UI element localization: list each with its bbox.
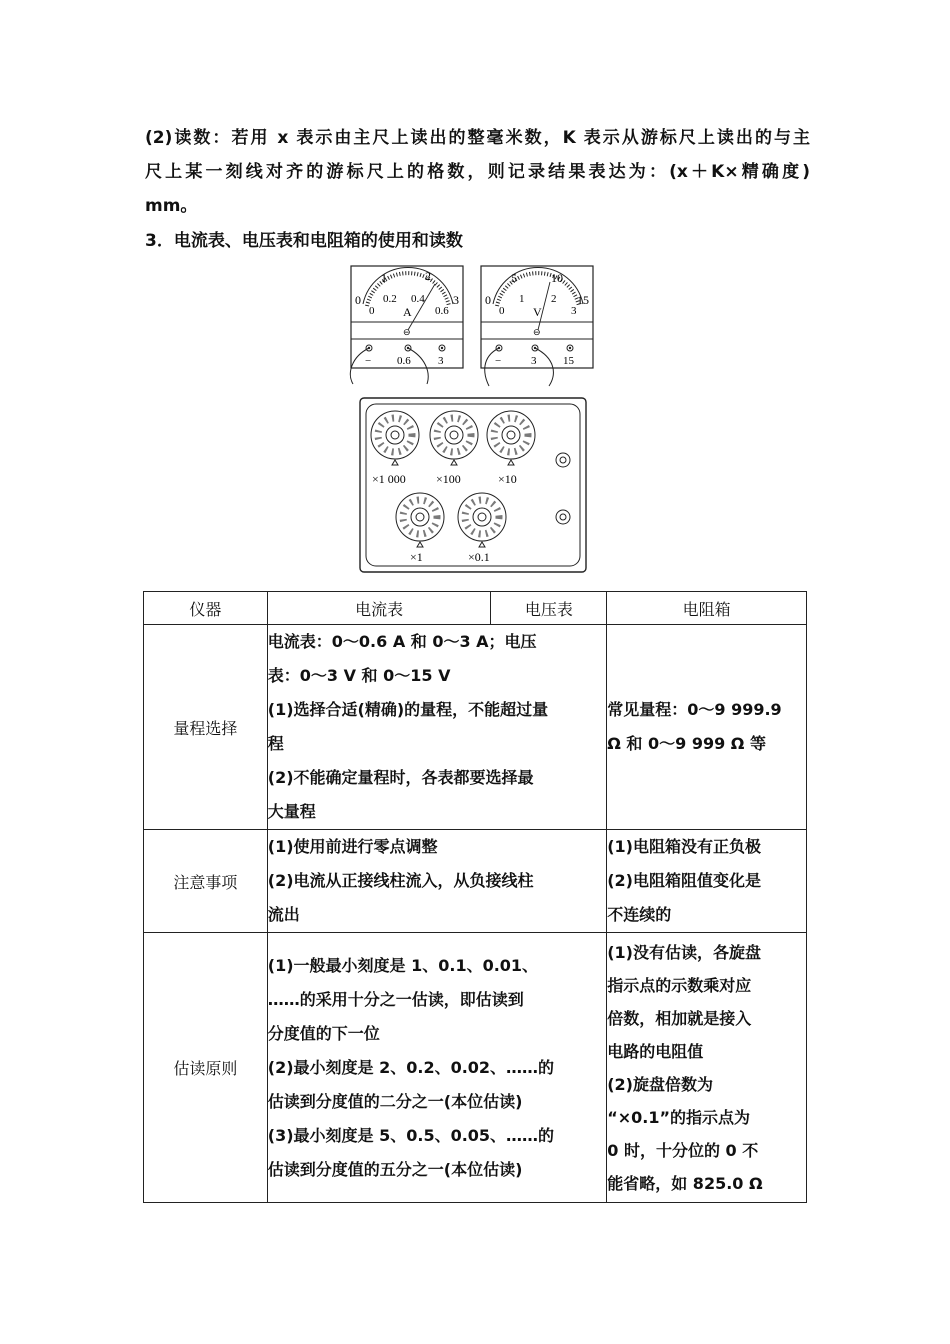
resistance-box-figure xyxy=(358,396,590,576)
cell-line: (2)最小刻度是 2、0.2、0.02、……的 xyxy=(267,1057,555,1077)
cell-line: 电路的电阻值 xyxy=(607,1041,704,1061)
cell-line: (1)电阻箱没有正负极 xyxy=(607,837,761,856)
ammeter-terminal-label: − xyxy=(365,355,372,367)
cell-line: 能省略，如 825.0 Ω xyxy=(607,1173,763,1193)
cell-line: (1)选择合适(精确)的量程，不能超过量 xyxy=(267,700,549,719)
intro-line: 尺上某一刻线对齐的游标尺上的格数，则记录结果表达为：(x＋K×精确度) xyxy=(145,162,810,182)
voltmeter-inner-label: 0 xyxy=(499,305,505,317)
cell-line: 指示点的示数乘对应 xyxy=(607,975,752,995)
cell-line: (2)电流从正接线柱流入，从负接线柱 xyxy=(267,871,534,890)
table-row xyxy=(144,933,807,1203)
cell-line: (1)没有估读，各旋盘 xyxy=(607,942,761,962)
cell-line: 倍数，相加就是接入 xyxy=(607,1008,752,1028)
ammeter-outer-label: 1 xyxy=(381,271,387,285)
voltmeter-outer-label: 0 xyxy=(485,293,491,307)
voltmeter xyxy=(481,266,593,386)
voltmeter-unit: V xyxy=(533,305,542,319)
ammeter-outer-label: 2 xyxy=(425,269,431,283)
cell-line: 电流表：0～0.6 A 和 0～3 A；电压 xyxy=(267,632,537,651)
cell-line: (1)使用前进行零点调整 xyxy=(267,837,438,856)
voltmeter-terminal-label: − xyxy=(495,355,502,367)
voltmeter-terminal-label: 15 xyxy=(563,355,574,367)
meter-cell xyxy=(267,933,606,1203)
cell-line: ……的采用十分之一估读，即估读到 xyxy=(267,989,524,1009)
table-row xyxy=(144,830,807,933)
ammeter-outer-label: 0 xyxy=(355,293,361,307)
cell-line: 分度值的下一位 xyxy=(267,1023,380,1043)
cell-line: Ω 和 0～9 999 Ω 等 xyxy=(607,734,766,753)
voltmeter-outer-label: 15 xyxy=(577,293,589,307)
cell-line: 常见量程：0～9 999.9 xyxy=(607,700,782,719)
box-cell xyxy=(607,830,807,933)
cell-line: “×0.1”的指示点为 xyxy=(607,1107,751,1127)
row-label: 估读原则 xyxy=(144,933,268,1203)
header-ammeter: 电流表 xyxy=(267,592,491,625)
meter-cell xyxy=(267,625,606,830)
cell-line: 估读到分度值的二分之一(本位估读) xyxy=(267,1091,523,1111)
ammeter xyxy=(350,266,463,384)
table-row xyxy=(144,625,807,830)
ammeter-inner-label: 0.6 xyxy=(435,305,449,317)
cell-line: 流出 xyxy=(267,905,300,924)
cell-line: 表：0～3 V 和 0～15 V xyxy=(267,666,451,685)
ammeter-outer-label: 3 xyxy=(453,293,459,307)
voltmeter-inner-label: 1 xyxy=(519,293,525,305)
voltmeter-terminal-label: 3 xyxy=(531,355,537,367)
voltmeter-inner-label: 3 xyxy=(571,305,577,317)
instrument-table xyxy=(143,591,807,1203)
cell-line: (2)不能确定量程时，各表都要选择最 xyxy=(267,768,534,787)
intro-line: (2)读数：若用 x 表示由主尺上读出的整毫米数，K 表示从游标尺上读出的与主 xyxy=(145,128,810,148)
cell-line: (2)旋盘倍数为 xyxy=(607,1074,713,1094)
box-cell xyxy=(607,933,807,1203)
zero-adjust-icon: ⊖ xyxy=(533,327,541,337)
meters-figure xyxy=(345,262,600,388)
dial-multiplier: ×10 xyxy=(498,472,517,486)
voltmeter-inner-label: 2 xyxy=(551,293,557,305)
header-instrument: 仪器 xyxy=(144,592,268,625)
row-label: 量程选择 xyxy=(144,625,268,830)
intro-paragraph xyxy=(145,121,810,223)
dial-multiplier: ×100 xyxy=(436,472,461,486)
meter-cell xyxy=(267,830,606,933)
voltmeter-outer-label: 5 xyxy=(511,271,517,285)
dial-multiplier: ×0.1 xyxy=(468,550,490,564)
cell-line: 程 xyxy=(267,734,284,753)
dial-multiplier: ×1 000 xyxy=(372,472,406,486)
voltmeter-outer-label: 10 xyxy=(551,271,563,285)
section-heading: 3．电流表、电压表和电阻箱的使用和读数 xyxy=(145,231,463,251)
box-cell xyxy=(607,625,807,830)
table-header-row xyxy=(144,592,807,625)
ammeter-inner-label: 0.4 xyxy=(411,293,425,305)
ammeter-inner-label: 0.2 xyxy=(383,293,397,305)
row-label: 注意事项 xyxy=(144,830,268,933)
header-voltmeter: 电压表 xyxy=(491,592,607,625)
cell-line: 不连续的 xyxy=(607,905,672,924)
ammeter-inner-label: 0 xyxy=(369,305,375,317)
header-resistance-box: 电阻箱 xyxy=(607,592,807,625)
cell-line: 大量程 xyxy=(267,802,316,821)
cell-line: (3)最小刻度是 5、0.5、0.05、……的 xyxy=(267,1125,555,1145)
ammeter-terminal-label: 0.6 xyxy=(397,355,411,367)
zero-adjust-icon: ⊖ xyxy=(403,327,411,337)
intro-line: mm。 xyxy=(145,196,198,216)
ammeter-unit: A xyxy=(403,305,412,319)
cell-line: 估读到分度值的五分之一(本位估读) xyxy=(267,1159,523,1179)
dial-multiplier: ×1 xyxy=(410,550,423,564)
cell-line: 0 时，十分位的 0 不 xyxy=(607,1140,759,1160)
cell-line: (1)一般最小刻度是 1、0.1、0.01、 xyxy=(267,955,539,975)
ammeter-terminal-label: 3 xyxy=(438,355,444,367)
cell-line: (2)电阻箱阻值变化是 xyxy=(607,871,761,890)
